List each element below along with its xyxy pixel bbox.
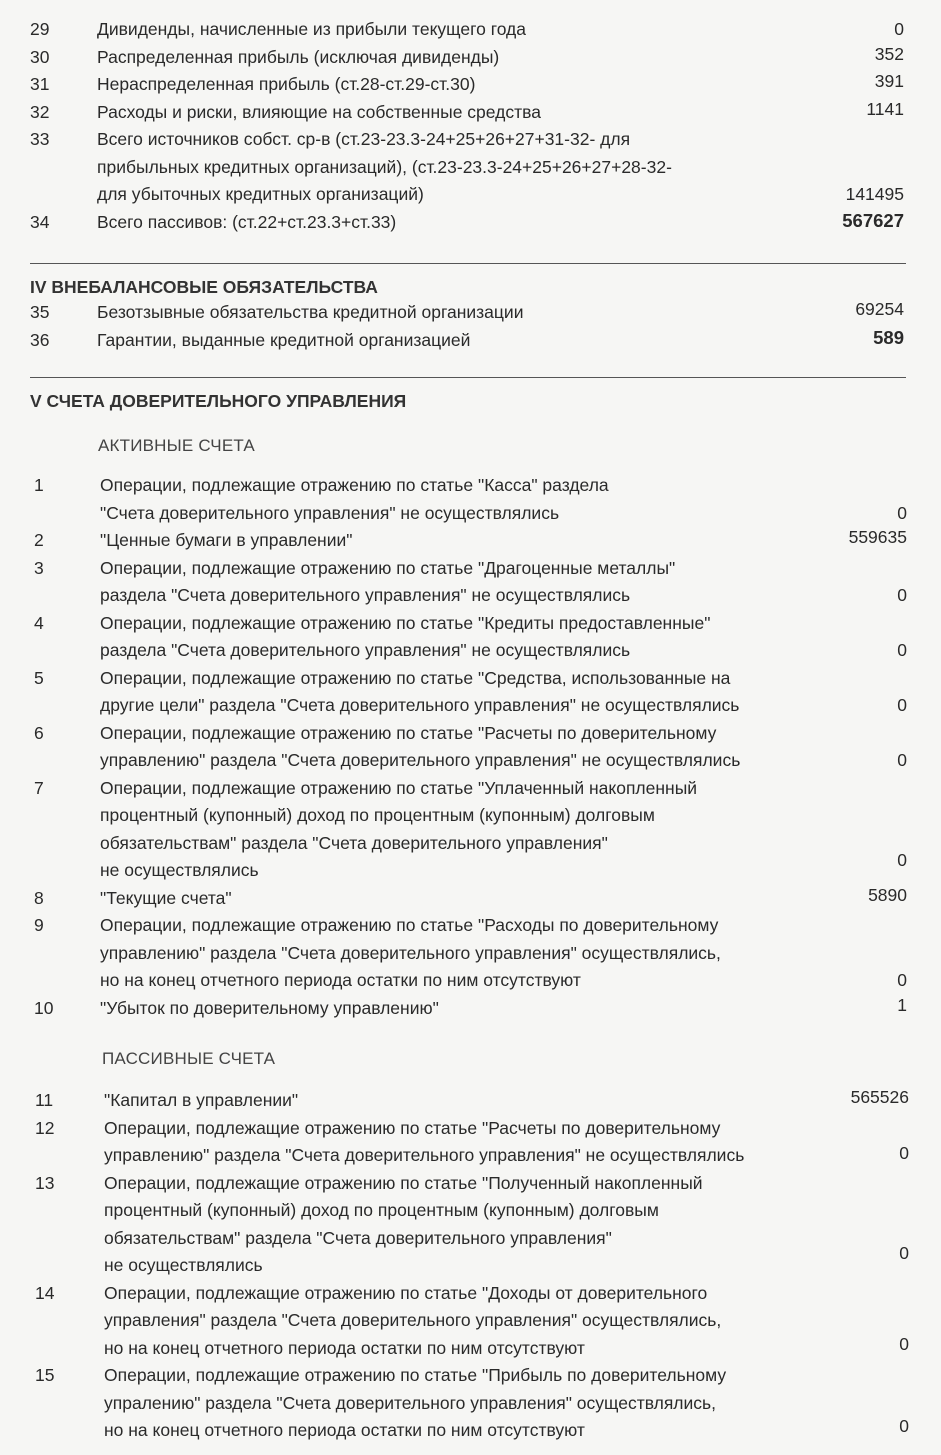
active-accounts-list: [0, 472, 941, 1022]
row-number: 32: [30, 101, 50, 122]
row-text: [100, 527, 840, 555]
row-value: 391: [874, 71, 904, 91]
row-value: 0: [897, 640, 907, 660]
row-text-line: раздела "Счета доверительного управления" не осуществлялись: [100, 640, 631, 660]
row-text-line: Операции, подлежащие отражению по статье "Доходы от доверительного: [104, 1282, 708, 1303]
row-value: 589: [873, 326, 904, 348]
row-text-line: но на конец отчетного периода остатки по ним отсутствуют: [100, 970, 581, 990]
row-text: [97, 126, 837, 209]
row-value: 0: [897, 585, 907, 605]
row-number: 5: [34, 667, 44, 688]
table-row: [0, 126, 941, 209]
row-text: Гарантии, выданные кредитной организацией: [97, 329, 471, 350]
subsection-heading: АКТИВНЫЕ СЧЕТА: [98, 436, 255, 455]
row-value: 352: [874, 43, 904, 64]
row-value: 0: [899, 1243, 909, 1263]
table-row: [0, 1170, 941, 1280]
table-row: [0, 912, 941, 995]
row-text: [100, 775, 840, 885]
row-text-line: управлению" раздела "Счета доверительного управления" не осуществлялись: [104, 1145, 745, 1165]
row-number: 31: [30, 74, 50, 94]
row-text: [104, 1362, 844, 1445]
row-value: 69254: [855, 299, 904, 319]
row-value: 0: [897, 750, 907, 770]
row-value: 0: [897, 970, 907, 990]
table-row: [0, 209, 941, 237]
row-text-line: управления" раздела "Счета доверительного управления" осуществлялись,: [104, 1310, 722, 1330]
row-number: 14: [35, 1282, 55, 1303]
row-text: [100, 912, 840, 995]
passive-accounts-list: [0, 1087, 941, 1445]
row-number: 11: [35, 1090, 54, 1110]
row-text: Расходы и риски, влияющие на собственные средства: [97, 101, 541, 122]
total-liabilities-value: 567627: [842, 209, 904, 231]
row-text: [104, 1170, 844, 1280]
row-text-line: процентный (купонный) доход по процентным (купонным) долговым: [100, 805, 655, 825]
row-text: Дивиденды, начисленные из прибыли текущего года: [97, 19, 526, 39]
row-text: [100, 885, 840, 913]
row-text-line: обязательствам" раздела "Счета доверительного управления": [100, 832, 608, 853]
table-row: [0, 665, 941, 720]
row-text-line: управлению" раздела "Счета доверительного управления" не осуществлялись: [100, 750, 741, 770]
table-row: [0, 299, 941, 327]
table-row: [0, 1362, 941, 1445]
row-text-line: Операции, подлежащие отражению по статье "Прибыль по доверительному: [104, 1365, 727, 1385]
row-text: [100, 610, 840, 665]
row-text: [100, 665, 840, 720]
row-number: 2: [34, 530, 44, 550]
balance-section: [0, 16, 941, 236]
table-row: [0, 995, 941, 1023]
table-row: [0, 327, 941, 355]
row-text-line: Операции, подлежащие отражению по статье "Полученный накопленный: [104, 1172, 703, 1193]
row-number: 6: [34, 722, 44, 743]
row-text-line: но на конец отчетного периода остатки по ним отсутствуют: [104, 1420, 585, 1440]
row-text-line: не осуществлялись: [104, 1255, 263, 1275]
row-value: 0: [899, 1416, 909, 1436]
row-text-line: другие цели" раздела "Счета доверительного управления" не осуществлялись: [100, 695, 740, 715]
row-text: [104, 1280, 844, 1363]
row-number: 3: [34, 557, 44, 578]
row-text-line: "Текущие счета": [100, 887, 232, 908]
table-row: [0, 610, 941, 665]
row-text-line: "Капитал в управлении": [104, 1090, 299, 1110]
row-number: 35: [30, 302, 50, 322]
row-value: 0: [894, 19, 904, 39]
row-text-line: "Убыток по доверительному управлению": [100, 997, 439, 1018]
row-value: 565526: [850, 1087, 909, 1107]
table-row: [0, 720, 941, 775]
row-text: Нераспределенная прибыль (ст.28-ст.29-ст.30): [97, 74, 476, 94]
row-value: 0: [897, 502, 907, 523]
row-text-line: упралению" раздела "Счета доверительного управления" осуществлялись,: [104, 1392, 717, 1413]
row-text-line: Операции, подлежащие отражению по статье "Расчеты по доверительному: [104, 1117, 721, 1138]
row-text-line: для убыточных кредитных организаций): [97, 184, 424, 204]
row-text-line: "Счета доверительного управления" не осуществлялись: [100, 502, 560, 523]
row-value: 0: [897, 695, 907, 715]
row-value: 559635: [848, 527, 907, 547]
section-heading: IV ВНЕБАЛАНСОВЫЕ ОБЯЗАТЕЛЬСТВА: [30, 277, 378, 297]
row-text-line: обязательствам" раздела "Счета доверительного управления": [104, 1227, 612, 1248]
row-text-line: Операции, подлежащие отражению по статье "Уплаченный накопленный: [100, 777, 698, 798]
row-text-line: но на конец отчетного периода остатки по ним отсутствуют: [104, 1337, 585, 1358]
table-row: [0, 1087, 941, 1115]
row-number: 10: [34, 997, 54, 1018]
row-text-line: Всего источников собст. ср-в (ст.23-23.3-24+25+26+27+31-32- для: [97, 129, 631, 149]
row-text: [100, 472, 840, 527]
row-text-line: не осуществлялись: [100, 860, 259, 880]
row-value: 0: [899, 1143, 909, 1163]
section-divider: [30, 263, 906, 264]
row-text-line: процентный (купонный) доход по процентным (купонным) долговым: [104, 1200, 659, 1220]
row-text: [100, 720, 840, 775]
row-text: [104, 1087, 844, 1115]
row-text-line: раздела "Счета доверительного управления" не осуществлялись: [100, 585, 631, 605]
row-number: 9: [34, 915, 44, 935]
row-value: 5890: [868, 884, 907, 905]
row-text: [100, 555, 840, 610]
row-number: 30: [30, 46, 50, 67]
table-row: [0, 885, 941, 913]
subsection-heading: ПАССИВНЫЕ СЧЕТА: [102, 1049, 276, 1068]
table-row: [0, 1280, 941, 1363]
row-number: 36: [30, 329, 50, 350]
table-row: [0, 555, 941, 610]
table-row: [0, 527, 941, 555]
row-number: 4: [34, 612, 44, 633]
table-row: [0, 16, 941, 44]
row-text-line: прибыльных кредитных организаций), (ст.23-23.3-24+25+26+27+28-32-: [97, 156, 672, 177]
row-text: [104, 1115, 844, 1170]
row-text: Распределенная прибыль (исключая дивиденды): [97, 46, 500, 67]
row-number: 12: [35, 1117, 55, 1138]
section-divider: [30, 377, 906, 378]
row-value: 1141: [866, 98, 904, 119]
row-text-line: управлению" раздела "Счета доверительного управления" осуществлялись,: [100, 942, 721, 963]
off-balance-section: [0, 299, 941, 354]
row-value: 0: [897, 850, 907, 870]
row-text: Безотзывные обязательства кредитной организации: [97, 302, 524, 322]
table-row: [0, 472, 941, 527]
row-number: 15: [35, 1365, 55, 1385]
table-row: [0, 1115, 941, 1170]
row-text-line: Операции, подлежащие отражению по статье "Расчеты по доверительному: [100, 722, 717, 743]
table-row: [0, 71, 941, 99]
row-text-line: Операции, подлежащие отражению по статье "Средства, использованные на: [100, 667, 731, 688]
row-number: 8: [34, 887, 44, 908]
row-value: 0: [899, 1333, 909, 1354]
table-row: [0, 775, 941, 885]
row-number: 7: [34, 777, 44, 798]
row-text-line: Операции, подлежащие отражению по статье "Касса" раздела: [100, 475, 609, 495]
row-value: 141495: [845, 184, 904, 204]
row-text-line: Операции, подлежащие отражению по статье "Кредиты предоставленные": [100, 612, 711, 633]
row-number: 13: [35, 1172, 55, 1193]
row-number: 1: [34, 475, 44, 495]
table-row: [0, 44, 941, 72]
row-text: Всего пассивов: (ст.22+ст.23.3+ст.33): [97, 211, 397, 232]
row-number: 29: [30, 19, 50, 39]
section-heading: V СЧЕТА ДОВЕРИТЕЛЬНОГО УПРАВЛЕНИЯ: [30, 391, 407, 411]
row-text-line: Операции, подлежащие отражению по статье "Расходы по доверительному: [100, 915, 719, 935]
row-number: 33: [30, 129, 50, 149]
row-text: [100, 995, 840, 1023]
row-value: 1: [897, 994, 907, 1015]
table-row: [0, 99, 941, 127]
row-text-line: Операции, подлежащие отражению по статье "Драгоценные металлы": [100, 557, 676, 578]
row-text-line: "Ценные бумаги в управлении": [100, 530, 353, 550]
row-number: 34: [30, 211, 50, 232]
